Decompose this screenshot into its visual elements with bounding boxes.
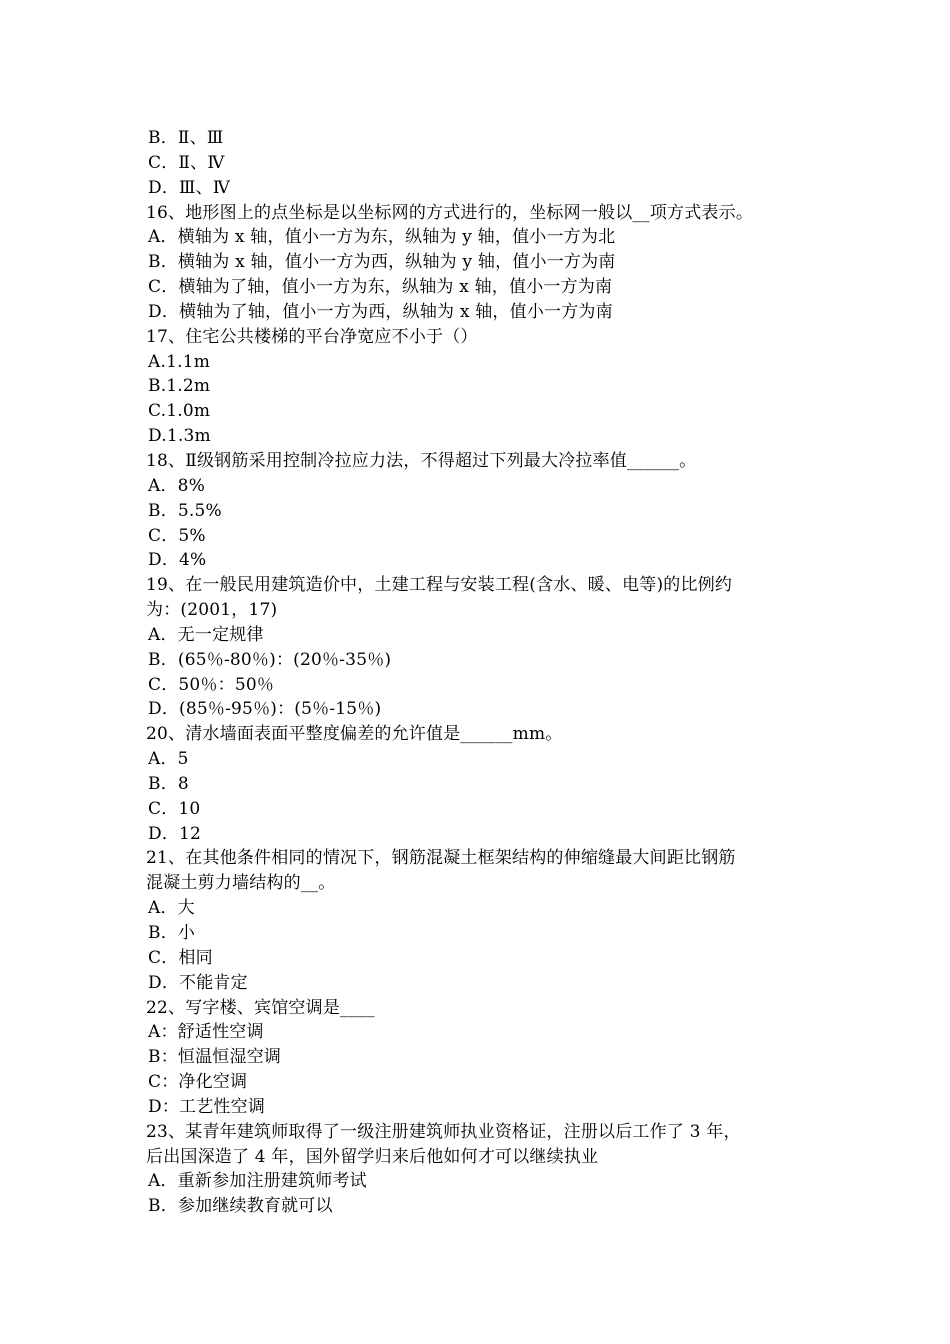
question-text-line: 17、住宅公共楼梯的平台净宽应不小于（） [146, 326, 478, 347]
answer-option: B．(65％-80％)：(20％-35％) [148, 649, 392, 670]
answer-option: D．Ⅲ、Ⅳ [148, 177, 231, 198]
question-text-line: 混凝土剪力墙结构的__。 [146, 873, 336, 894]
answer-option: D．不能肯定 [148, 972, 248, 993]
answer-option: C．10 [148, 798, 201, 819]
question-text-line: 21、在其他条件相同的情况下，钢筋混凝土框架结构的伸缩缝最大间距比钢筋 [146, 848, 736, 869]
question-text-line: 23、某青年建筑师取得了一级注册建筑师执业资格证，注册以后工作了 3 年， [146, 1121, 741, 1142]
question-text-line: 16、地形图上的点坐标是以坐标网的方式进行的，坐标网一般以__项方式表示。 [146, 202, 754, 223]
answer-option: C．横轴为了轴，值小一方为东，纵轴为 x 轴，值小一方为南 [148, 277, 613, 298]
question-text-line: 20、清水墙面表面平整度偏差的允许值是______mm。 [146, 724, 563, 745]
answer-option: A．重新参加注册建筑师考试 [148, 1171, 367, 1192]
answer-option: A.1.1m [148, 351, 211, 372]
answer-option: B．参加继续教育就可以 [148, 1196, 333, 1217]
answer-option: A．8% [148, 475, 206, 496]
document-body [146, 126, 816, 1219]
answer-option: C.1.0m [148, 401, 211, 422]
question-text-line: 18、Ⅱ级钢筋采用控制冷拉应力法，不得超过下列最大冷拉率值______。 [146, 450, 697, 471]
answer-option: A．横轴为 x 轴，值小一方为东，纵轴为 y 轴，值小一方为北 [148, 227, 616, 248]
answer-option: B．横轴为 x 轴，值小一方为西，纵轴为 y 轴，值小一方为南 [148, 252, 616, 273]
answer-option: B．Ⅱ、Ⅲ [148, 128, 224, 148]
answer-option: D．横轴为了轴，值小一方为西，纵轴为 x 轴，值小一方为南 [148, 301, 613, 322]
answer-option: B.1.2m [148, 376, 211, 397]
question-text-line: 为：(2001，17) [146, 600, 278, 621]
answer-option: D：工艺性空调 [148, 1096, 266, 1117]
answer-option: A．5 [148, 749, 189, 770]
question-text-line: 22、写字楼、宾馆空调是____ [146, 997, 375, 1018]
answer-option: B．8 [148, 773, 189, 794]
answer-option: B．小 [148, 923, 196, 943]
answer-option: D．(85％-95％)：(5％-15％) [148, 699, 382, 720]
question-text-line: 后出国深造了 4 年，国外留学归来后他如何才可以继续执业 [146, 1146, 599, 1167]
answer-option: B：恒温恒湿空调 [148, 1047, 282, 1068]
answer-option: C．5% [148, 525, 206, 546]
answer-option: C．Ⅱ、Ⅳ [148, 152, 225, 173]
answer-option: D.1.3m [148, 426, 211, 447]
answer-option: C．50％：50％ [148, 674, 275, 695]
answer-option: A．无一定规律 [148, 624, 264, 645]
question-text-line: 19、在一般民用建筑造价中，土建工程与安装工程(含水、暖、电等)的比例约 [146, 575, 733, 596]
answer-option: B．5.5% [148, 500, 222, 521]
answer-option: D．12 [148, 823, 202, 844]
answer-option: C：净化空调 [148, 1072, 248, 1093]
answer-option: D．4% [148, 550, 207, 571]
answer-option: A．大 [148, 898, 195, 919]
answer-option: A：舒适性空调 [148, 1022, 264, 1043]
answer-option: C．相同 [148, 947, 213, 968]
